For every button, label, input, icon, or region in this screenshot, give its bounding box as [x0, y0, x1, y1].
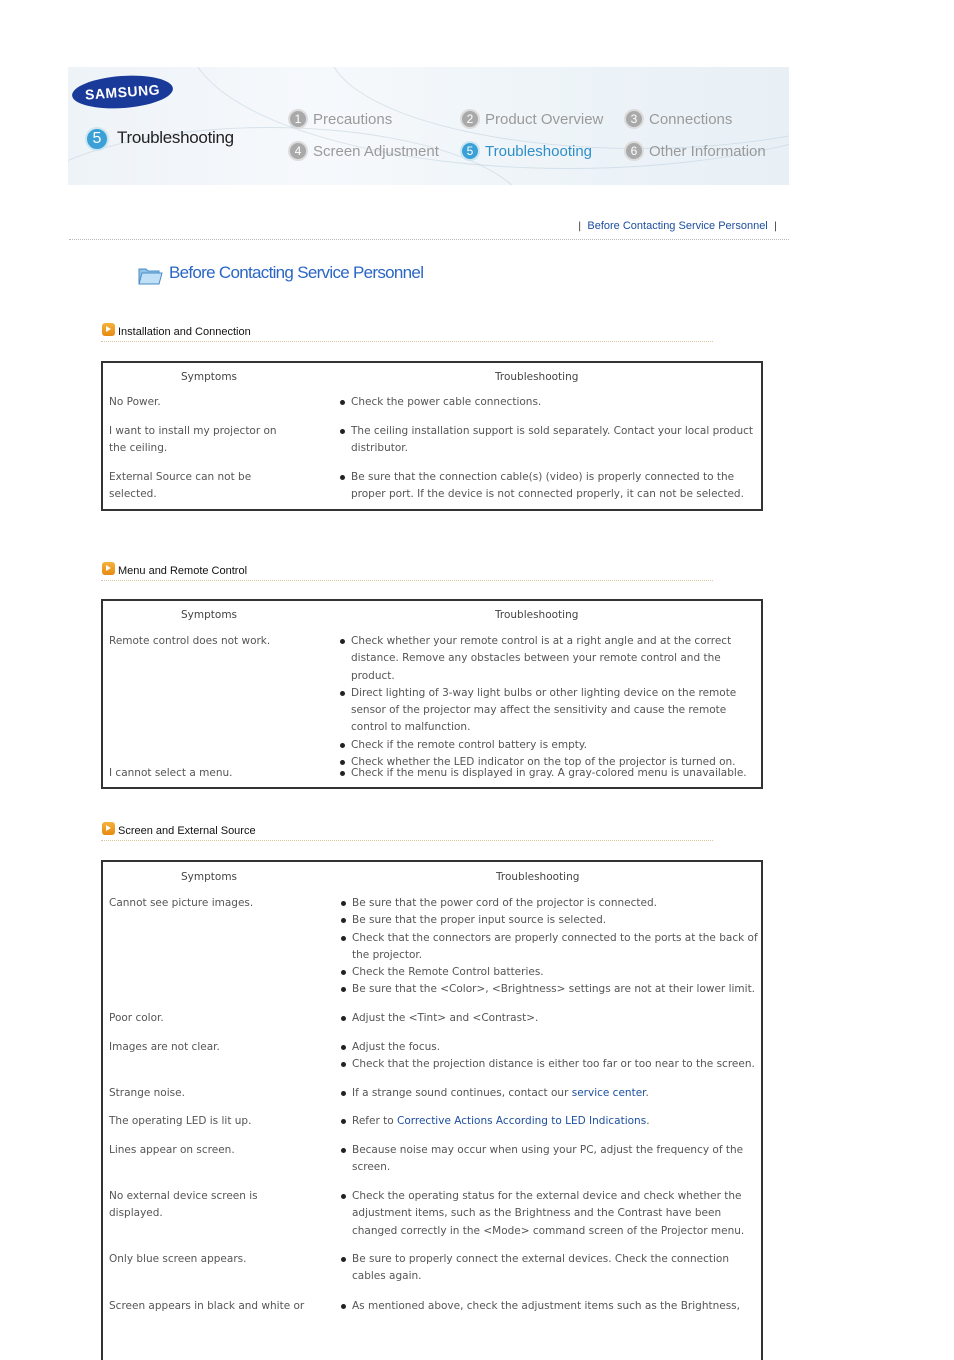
fix-text: Adjust the <Tint> and <Contrast>.: [352, 1012, 539, 1024]
section-divider: [101, 341, 713, 342]
symptom-cell: The operating LED is lit up.: [109, 1115, 252, 1127]
symptom-cell: No Power.: [109, 396, 161, 408]
troubleshooting-cell: [352, 1085, 760, 1102]
bullet-icon: [340, 691, 345, 696]
bullet-icon: [341, 1062, 346, 1067]
breadcrumb: [578, 220, 777, 232]
samsung-logo[interactable]: SAMSUNG: [71, 73, 174, 112]
fix-text: Be sure to properly connect the external devices. Check the connection cables again.: [352, 1253, 729, 1283]
bullet-icon: [340, 639, 345, 644]
bullet-icon: [341, 918, 346, 923]
troubleshooting-cell: [351, 469, 759, 504]
fix-text: Check if the menu is displayed in gray. A gray-colored menu is unavailable.: [351, 767, 747, 779]
current-section-title: Troubleshooting: [117, 128, 234, 147]
symptom-cell: I cannot select a menu.: [109, 767, 233, 779]
fix-text: The ceiling installation support is sold separately. Contact your local product distributor.: [351, 425, 754, 455]
fix-text: As mentioned above, check the adjustment items such as the Brightness,: [352, 1300, 740, 1312]
column-header-troubleshooting: Troubleshooting: [496, 871, 580, 883]
nav-label: Product Overview: [485, 110, 604, 128]
fix-text: Adjust the focus.: [352, 1041, 441, 1053]
symptom-cell: Strange noise.: [109, 1087, 185, 1099]
symptom-cell: I want to install my projector on the ceiling.: [109, 425, 277, 455]
nav-item-screen-adjustment[interactable]: [288, 141, 439, 161]
column-header-symptoms: Symptoms: [181, 871, 238, 883]
troubleshooting-cell: [351, 394, 759, 411]
number-5-icon: 5: [460, 141, 480, 161]
bullet-icon: [341, 1194, 346, 1199]
troubleshooting-cell: [352, 1113, 760, 1130]
nav-label: Troubleshooting: [485, 142, 593, 160]
symptom-cell: Lines appear on screen.: [109, 1144, 235, 1156]
breadcrumb-link-current[interactable]: Before Contacting Service Personnel: [587, 220, 768, 232]
number-2-icon: 2: [460, 109, 480, 129]
troubleshooting-cell: [351, 633, 759, 771]
number-1-icon: 1: [288, 109, 308, 129]
bullet-icon: [341, 1257, 346, 1262]
fix-text: Be sure that the <Color>, <Brightness> settings are not at their lower limit.: [352, 983, 756, 996]
symptom-cell: Screen appears in black and white or: [109, 1300, 305, 1312]
bullet-icon: [341, 1016, 346, 1021]
troubleshooting-cell: [352, 1251, 760, 1286]
troubleshooting-table-screen: [101, 860, 763, 1360]
nav-label: Connections: [649, 110, 733, 128]
fix-text: Because noise may occur when using your PC, adjust the frequency of the screen.: [352, 1144, 744, 1174]
bullet-icon: [341, 987, 346, 992]
bullet-icon: [340, 771, 345, 776]
arrow-right-icon: [102, 562, 115, 575]
nav-label: Other Information: [649, 142, 766, 160]
troubleshooting-cell: [352, 1142, 760, 1177]
section-divider: [101, 580, 713, 581]
troubleshooting-cell: [352, 895, 760, 999]
section-divider: [101, 840, 713, 841]
symptom-cell: No external device screen is displayed.: [109, 1190, 258, 1220]
number-6-icon: 6: [624, 141, 644, 161]
troubleshooting-table-remote: [101, 599, 763, 789]
fix-text: If a strange sound continues, contact our: [352, 1087, 572, 1099]
page-title: Before Contacting Service Personnel: [169, 263, 424, 282]
number-4-icon: 4: [288, 141, 308, 161]
fix-text: Check the power cable connections.: [351, 396, 542, 408]
arrow-right-icon: [102, 822, 115, 835]
current-section-number-icon: 5: [85, 127, 109, 151]
bullet-icon: [341, 936, 346, 941]
troubleshooting-cell: [351, 765, 759, 782]
column-header-symptoms: Symptoms: [181, 609, 238, 621]
service-center-link[interactable]: service center: [571, 1087, 646, 1099]
divider: [69, 239, 789, 240]
symptom-cell: Cannot see picture images.: [109, 897, 254, 909]
fix-text: Check that the connectors are properly connected to the ports at the back of the projector.: [352, 931, 758, 961]
bullet-icon: [341, 901, 346, 906]
bullet-icon: [340, 475, 345, 480]
symptom-cell: Images are not clear.: [109, 1041, 220, 1053]
number-3-icon: 3: [624, 109, 644, 129]
column-header-troubleshooting: Troubleshooting: [495, 609, 579, 621]
led-indications-link[interactable]: Corrective Actions According to LED Indications: [396, 1115, 647, 1127]
bullet-icon: [340, 429, 345, 434]
symptom-cell: Remote control does not work.: [109, 635, 271, 647]
section-title: Installation and Connection: [118, 326, 251, 338]
nav-item-connections[interactable]: [624, 109, 732, 129]
fix-text: .: [646, 1115, 650, 1127]
bullet-icon: [341, 1045, 346, 1050]
troubleshooting-cell: [352, 1039, 760, 1074]
breadcrumb-separator: |: [773, 221, 778, 232]
troubleshooting-cell: [352, 1298, 760, 1315]
nav-item-troubleshooting[interactable]: [460, 141, 592, 161]
fix-text: Check the operating status for the external device and check whether the adjustment items, such as the Brightness and the Contrast have been changed correctly in the <Mode> command screen of the Projector menu.: [352, 1190, 745, 1237]
bullet-icon: [341, 970, 346, 975]
bullet-icon: [340, 743, 345, 748]
bullet-icon: [341, 1148, 346, 1153]
fix-text: Be sure that the power cord of the projector is connected.: [352, 897, 657, 909]
bullet-icon: [341, 1119, 346, 1124]
fix-text: Be sure that the proper input source is selected.: [352, 914, 607, 927]
fix-text: Check whether your remote control is at a right angle and at the correct distance. Remove any obstacles between your remote control and the product.: [351, 635, 732, 682]
fix-text: Check if the remote control battery is empty.: [351, 738, 587, 751]
fix-text: Check the Remote Control batteries.: [352, 966, 544, 979]
nav-label: Precautions: [313, 110, 393, 128]
breadcrumb-separator: |: [578, 221, 582, 232]
troubleshooting-cell: [352, 1010, 760, 1027]
nav-item-other-information[interactable]: [624, 141, 766, 161]
nav-item-product-overview[interactable]: [460, 109, 603, 129]
fix-text: Check whether the LED indicator on the top of the projector is turned on.: [351, 756, 736, 769]
troubleshooting-cell: [352, 1188, 760, 1240]
arrow-right-icon: [102, 323, 115, 336]
fix-text: Refer to: [352, 1115, 397, 1127]
nav-item-precautions[interactable]: [288, 109, 392, 129]
bullet-icon: [340, 760, 345, 765]
bullet-icon: [340, 400, 345, 405]
column-header-symptoms: Symptoms: [181, 371, 238, 383]
fix-text: Direct lighting of 3-way light bulbs or other lighting device on the remote sensor of the projector may affect the sensitivity and cause the remote control to malfunction.: [351, 686, 737, 734]
folder-icon: [137, 263, 163, 287]
troubleshooting-cell: [351, 423, 759, 458]
nav-label: Screen Adjustment: [313, 142, 439, 160]
bullet-icon: [341, 1091, 346, 1096]
bullet-icon: [341, 1304, 346, 1309]
symptom-cell: External Source can not be selected.: [109, 471, 252, 501]
troubleshooting-table-installation: [101, 361, 763, 511]
section-title: Menu and Remote Control: [118, 565, 248, 577]
symptom-cell: Poor color.: [109, 1012, 164, 1024]
fix-text: .: [645, 1087, 649, 1099]
symptom-cell: Only blue screen appears.: [109, 1253, 247, 1265]
fix-text: Be sure that the connection cable(s) (video) is properly connected to the proper port. If the device is not connected properly, it can not be selected.: [351, 471, 744, 501]
column-header-troubleshooting: Troubleshooting: [495, 371, 579, 383]
fix-text: Check that the projection distance is either too far or too near to the screen.: [352, 1058, 755, 1071]
section-title: Screen and External Source: [118, 825, 256, 837]
